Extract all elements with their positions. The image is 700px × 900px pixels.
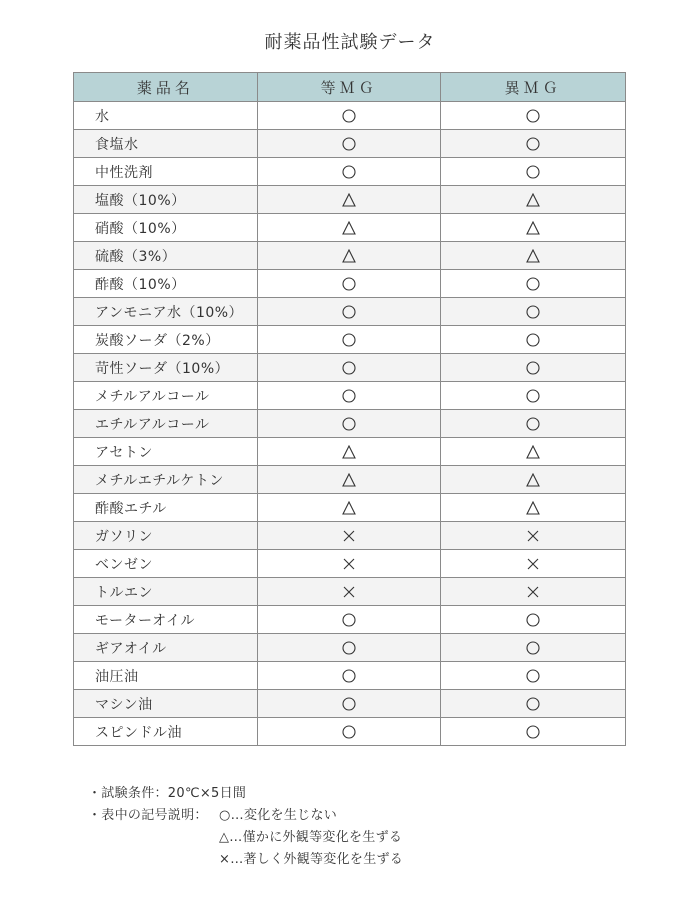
cross-icon [342, 529, 356, 543]
cross-icon [342, 557, 356, 571]
circle-icon [526, 165, 540, 179]
circle-icon [526, 669, 540, 683]
chemical-name: 炭酸ソーダ（2%） [74, 326, 258, 354]
table-row [74, 410, 626, 438]
even-mg-rating [257, 634, 441, 662]
uneven-mg-rating [441, 662, 626, 690]
header-even-mg: 等ＭＧ [257, 73, 441, 102]
even-mg-rating [257, 578, 441, 606]
table-row [74, 662, 626, 690]
chemical-name: アンモニア水（10%） [74, 298, 258, 326]
table-row [74, 214, 626, 242]
chemical-name: メチルエチルケトン [74, 466, 258, 494]
even-mg-rating [257, 382, 441, 410]
even-mg-rating [257, 550, 441, 578]
even-mg-rating [257, 270, 441, 298]
cross-icon [526, 529, 540, 543]
circle-icon [526, 389, 540, 403]
triangle-icon [526, 473, 540, 487]
table-header-row [74, 73, 626, 102]
circle-icon [342, 165, 356, 179]
even-mg-rating [257, 522, 441, 550]
chemical-resistance-table [73, 72, 626, 746]
table-row [74, 550, 626, 578]
chemical-name: 食塩水 [74, 130, 258, 158]
uneven-mg-rating [441, 410, 626, 438]
circle-icon [342, 697, 356, 711]
table-row [74, 438, 626, 466]
uneven-mg-rating [441, 634, 626, 662]
header-chemical-name: 薬品名 [74, 73, 258, 102]
chemical-name: スピンドル油 [74, 718, 258, 746]
cross-icon [526, 585, 540, 599]
uneven-mg-rating [441, 578, 626, 606]
circle-icon [342, 613, 356, 627]
even-mg-rating [257, 102, 441, 130]
triangle-icon [526, 501, 540, 515]
uneven-mg-rating [441, 550, 626, 578]
circle-icon [526, 137, 540, 151]
table-row [74, 606, 626, 634]
even-mg-rating [257, 214, 441, 242]
chemical-name: 油圧油 [74, 662, 258, 690]
triangle-icon [342, 445, 356, 459]
even-mg-rating [257, 718, 441, 746]
circle-icon [526, 109, 540, 123]
notes [88, 783, 403, 871]
even-mg-rating [257, 354, 441, 382]
triangle-icon [342, 501, 356, 515]
uneven-mg-rating [441, 326, 626, 354]
uneven-mg-rating [441, 466, 626, 494]
even-mg-rating [257, 410, 441, 438]
circle-icon [526, 641, 540, 655]
circle-icon [342, 389, 356, 403]
even-mg-rating [257, 326, 441, 354]
triangle-icon [342, 221, 356, 235]
uneven-mg-rating [441, 214, 626, 242]
circle-icon [342, 109, 356, 123]
circle-icon [342, 641, 356, 655]
chemical-name: 塩酸（10%） [74, 186, 258, 214]
circle-icon [342, 277, 356, 291]
uneven-mg-rating [441, 242, 626, 270]
table-row [74, 186, 626, 214]
circle-icon [342, 725, 356, 739]
triangle-icon [526, 445, 540, 459]
uneven-mg-rating [441, 606, 626, 634]
uneven-mg-rating [441, 438, 626, 466]
circle-icon [526, 697, 540, 711]
even-mg-rating [257, 186, 441, 214]
circle-icon [526, 361, 540, 375]
triangle-icon [342, 193, 356, 207]
table-row [74, 718, 626, 746]
legend-poor: ×…著しく外観等変化を生ずる [219, 852, 404, 867]
cross-icon [526, 557, 540, 571]
table-row [74, 690, 626, 718]
circle-icon [342, 361, 356, 375]
circle-icon [342, 333, 356, 347]
chemical-name: マシン油 [74, 690, 258, 718]
table-row [74, 242, 626, 270]
chemical-name: 硫酸（3%） [74, 242, 258, 270]
uneven-mg-rating [441, 522, 626, 550]
triangle-icon [526, 221, 540, 235]
legend-good: ○…変化を生じない [219, 808, 338, 823]
table-row [74, 102, 626, 130]
chemical-name: 酢酸（10%） [74, 270, 258, 298]
uneven-mg-rating [441, 354, 626, 382]
uneven-mg-rating [441, 494, 626, 522]
table-row [74, 326, 626, 354]
circle-icon [526, 333, 540, 347]
even-mg-rating [257, 158, 441, 186]
table-row [74, 130, 626, 158]
circle-icon [342, 417, 356, 431]
even-mg-rating [257, 438, 441, 466]
even-mg-rating [257, 606, 441, 634]
even-mg-rating [257, 662, 441, 690]
even-mg-rating [257, 130, 441, 158]
chemical-name: アセトン [74, 438, 258, 466]
chemical-name: ベンゼン [74, 550, 258, 578]
triangle-icon [342, 249, 356, 263]
circle-icon [526, 417, 540, 431]
chemical-name: エチルアルコール [74, 410, 258, 438]
circle-icon [342, 137, 356, 151]
even-mg-rating [257, 690, 441, 718]
table-row [74, 354, 626, 382]
legend-label: ・表中の記号説明： [88, 808, 208, 823]
triangle-icon [342, 473, 356, 487]
uneven-mg-rating [441, 718, 626, 746]
circle-icon [526, 613, 540, 627]
chemical-name: 硝酸（10%） [74, 214, 258, 242]
triangle-icon [526, 249, 540, 263]
uneven-mg-rating [441, 298, 626, 326]
circle-icon [526, 725, 540, 739]
chemical-name: メチルアルコール [74, 382, 258, 410]
cross-icon [342, 585, 356, 599]
chemical-name: 中性洗剤 [74, 158, 258, 186]
table-row [74, 382, 626, 410]
legend-fair: △…僅かに外観等変化を生ずる [219, 830, 403, 845]
even-mg-rating [257, 466, 441, 494]
chemical-name: トルエン [74, 578, 258, 606]
table-row [74, 158, 626, 186]
even-mg-rating [257, 298, 441, 326]
chemical-name: 水 [74, 102, 258, 130]
circle-icon [342, 669, 356, 683]
uneven-mg-rating [441, 270, 626, 298]
circle-icon [342, 305, 356, 319]
uneven-mg-rating [441, 186, 626, 214]
table-row [74, 578, 626, 606]
uneven-mg-rating [441, 130, 626, 158]
uneven-mg-rating [441, 158, 626, 186]
chemical-name: 苛性ソーダ（10%） [74, 354, 258, 382]
table-row [74, 634, 626, 662]
table-row [74, 494, 626, 522]
header-uneven-mg: 異ＭＧ [441, 73, 626, 102]
table-row [74, 270, 626, 298]
chemical-name: モーターオイル [74, 606, 258, 634]
circle-icon [526, 305, 540, 319]
uneven-mg-rating [441, 690, 626, 718]
uneven-mg-rating [441, 382, 626, 410]
table-row [74, 466, 626, 494]
chemical-name: 酢酸エチル [74, 494, 258, 522]
table-row [74, 522, 626, 550]
table-row [74, 298, 626, 326]
chemical-name: ガソリン [74, 522, 258, 550]
page-title: 耐薬品性試験データ [264, 32, 436, 53]
even-mg-rating [257, 242, 441, 270]
test-condition-note: ・試験条件：20℃×5日間 [88, 786, 247, 801]
uneven-mg-rating [441, 102, 626, 130]
circle-icon [526, 277, 540, 291]
triangle-icon [526, 193, 540, 207]
chemical-name: ギアオイル [74, 634, 258, 662]
even-mg-rating [257, 494, 441, 522]
